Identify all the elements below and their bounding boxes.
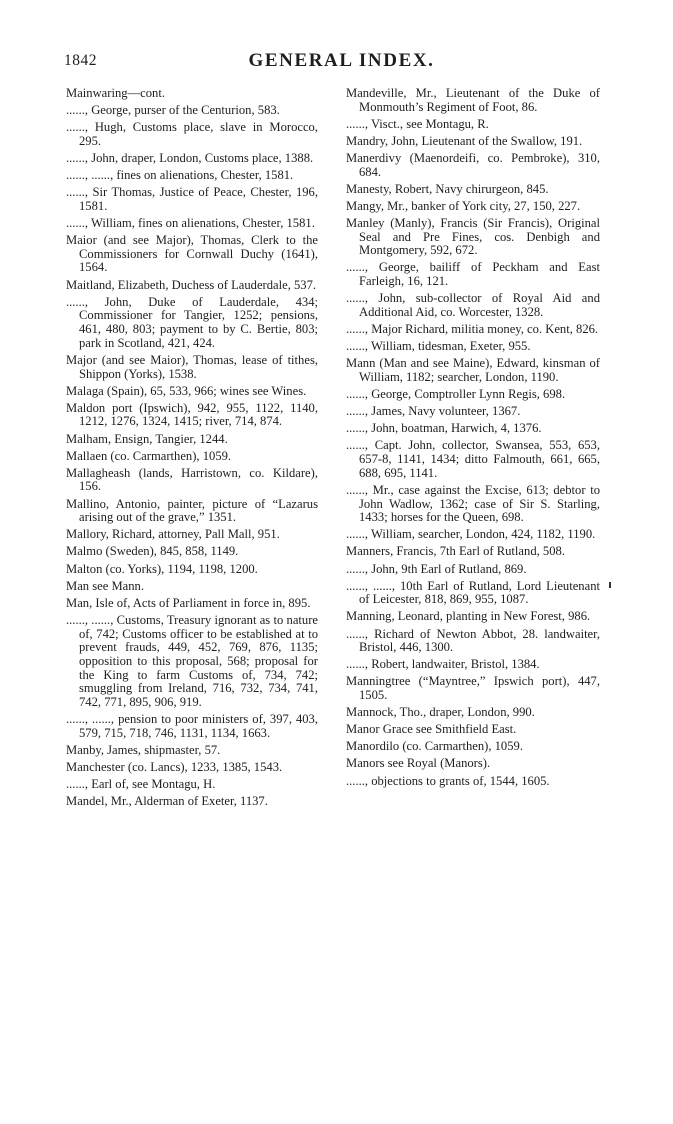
index-entry: ......, George, bailiff of Peckham and East Farleigh, 16, 121.: [346, 260, 604, 289]
index-entry: Malham, Ensign, Tangier, 1244.: [66, 431, 228, 446]
index-entry: ......, ......, 10th Earl of Rutland, Lord Lieutenant of Leicester, 818, 869, 955, 1087.: [346, 578, 604, 607]
index-entry: Major (and see Maior), Thomas, lease of tithes, Shippon (Yorks), 1538.: [66, 352, 322, 381]
index-entry: ......, Hugh, Customs place, slave in Morocco, 295.: [66, 120, 322, 148]
index-entry: Malaga (Spain), 65, 533, 966; wines see Wines.: [66, 383, 307, 398]
index-entry: ......, Sir Thomas, Justice of Peace, Chester, 196, 1581.: [66, 185, 322, 213]
index-entry: Maldon port (Ipswich), 942, 955, 1122, 1140, 1212, 1276, 1324, 1415; river, 714, 874.: [66, 400, 322, 429]
index-entry: ......, John, sub-collector of Royal Aid and Additional Aid, co. Worcester, 1328.: [346, 291, 603, 319]
page-header: [64, 50, 619, 76]
index-entry: Manesty, Robert, Navy chirurgeon, 845.: [346, 181, 549, 196]
index-entry: Mallino, Antonio, painter, picture of “Lazarus arising out of the grave,” 1351.: [66, 496, 322, 525]
index-entry: ......, Richard of Newton Abbot, 28. landwaiter, Bristol, 446, 1300.: [346, 626, 604, 655]
index-entry: ......, ......, pension to poor ministers of, 397, 403, 579, 715, 718, 746, 1131, 1134, 1663.: [66, 712, 322, 740]
index-entry: Manor Grace see Smithfield East.: [346, 722, 517, 737]
index-entry: Mannock, Tho., draper, London, 990.: [346, 705, 535, 720]
index-entry: Malton (co. Yorks), 1194, 1198, 1200.: [66, 561, 258, 576]
index-entry: Manchester (co. Lancs), 1233, 1385, 1543.: [66, 760, 283, 774]
index-entry: Mallory, Richard, attorney, Pall Mall, 951.: [66, 527, 280, 542]
index-entry: Manors see Royal (Manors).: [346, 756, 491, 771]
index-entry: ......, Major Richard, militia money, co. Kent, 826.: [346, 322, 599, 337]
right-index-column: [346, 86, 604, 792]
index-entry: ......, William, fines on alienations, Chester, 1581.: [66, 215, 315, 230]
index-entry: Mallaen (co. Carmarthen), 1059.: [66, 448, 232, 463]
index-entry: ......, Capt. John, collector, Swansea, 553, 653, 657-8, 1141, 1434; ditto Falmouth, 661, 665, 688, 695, 1141.: [346, 438, 604, 480]
index-entry: Manerdivy (Maenordeifi, co. Pembroke), 310, 684.: [346, 150, 604, 179]
index-entry: ......, George, Comptroller Lynn Regis, 698.: [346, 387, 566, 402]
index-entry: Malmo (Sweden), 845, 858, 1149.: [66, 544, 239, 559]
index-entry: Manningtree (“Mayntree,” Ipswich port), 447, 1505.: [346, 674, 604, 703]
index-entry: Manners, Francis, 7th Earl of Rutland, 508.: [346, 544, 565, 559]
index-entry: ......, Mr., case against the Excise, 613; debtor to John Wadlow, 1362; case of Sir S. Starling, 1433; horses for the Queen, 698.: [346, 482, 604, 525]
index-entry: ......, John, boatman, Harwich, 4, 1376.: [346, 421, 542, 436]
stray-ink-mark: [609, 582, 611, 588]
page-title: GENERAL INDEX.: [248, 50, 435, 71]
index-entry: Manley (Manly), Francis (Sir Francis), Original Seal and Pre Fines, cos. Denbigh and Montgomery, 592, 672.: [346, 215, 604, 258]
left-index-column: [66, 86, 322, 812]
index-entry: Man see Mann.: [66, 578, 144, 593]
index-entry: ......, Earl of, see Montagu, H.: [66, 777, 216, 792]
index-entry: ......, William, tidesman, Exeter, 955.: [346, 339, 531, 354]
page-number: 1842: [64, 52, 97, 69]
index-entry: Man, Isle of, Acts of Parliament in force in, 895.: [66, 595, 311, 610]
index-entry: ......, ......, fines on alienations, Chester, 1581.: [66, 168, 294, 183]
index-entry: ......, John, draper, London, Customs place, 1388.: [66, 150, 314, 165]
index-entry: ......, George, purser of the Centurion, 583.: [66, 103, 280, 118]
index-entry: Manordilo (co. Carmarthen), 1059.: [346, 739, 523, 754]
index-entry: Mangy, Mr., banker of York city, 27, 150, 227.: [346, 198, 581, 213]
index-entry: ......, Robert, landwaiter, Bristol, 1384.: [346, 657, 540, 672]
index-entry: Mandeville, Mr., Lieutenant of the Duke of Monmouth’s Regiment of Foot, 86.: [346, 86, 604, 114]
index-entry: ......, John, Duke of Lauderdale, 434; Commissioner for Tangier, 1252; pensions, 461, 480, 803; payment to by C. Bertie, 803; park in Scotland, 421, 424.: [66, 294, 322, 350]
index-entry: Mandel, Mr., Alderman of Exeter, 1137.: [66, 794, 268, 809]
index-entry: Manby, James, shipmaster, 57.: [66, 742, 221, 757]
index-entry: ......, James, Navy volunteer, 1367.: [346, 404, 521, 419]
index-entry: ......, Visct., see Montagu, R.: [346, 116, 489, 131]
index-entry: Manning, Leonard, planting in New Forest, 986.: [346, 609, 591, 624]
index-entry: Mainwaring—cont.: [66, 86, 165, 100]
index-entry: Mandry, John, Lieutenant of the Swallow, 191.: [346, 133, 583, 148]
index-entry: ......, William, searcher, London, 424, 1182, 1190.: [346, 527, 596, 542]
index-entry: ......, objections to grants of, 1544, 1605.: [346, 773, 550, 788]
index-entry: Maitland, Elizabeth, Duchess of Lauderdale, 537.: [66, 277, 317, 292]
index-entry: Mann (Man and see Maine), Edward, kinsman of William, 1182; searcher, London, 1190.: [346, 356, 603, 384]
index-entry: Maior (and see Major), Thomas, Clerk to the Commissioners for Cornwall Duchy (1641), 1564.: [66, 233, 322, 275]
index-entry: Mallagheash (lands, Harristown, co. Kildare), 156.: [66, 465, 322, 494]
index-entry: ......, John, 9th Earl of Rutland, 869.: [346, 561, 527, 576]
index-entry: ......, ......, Customs, Treasury ignorant as to nature of, 742; Customs officer to be established at to prevent frauds, 449, 452, 769, 876, 1135; opposition to this proposal, 568; proposal for the King to farm Customs of, 734, 742; smuggling from Ireland, 716, 732, 734, 741, 742, 771, 895, 906, 919.: [66, 612, 322, 710]
